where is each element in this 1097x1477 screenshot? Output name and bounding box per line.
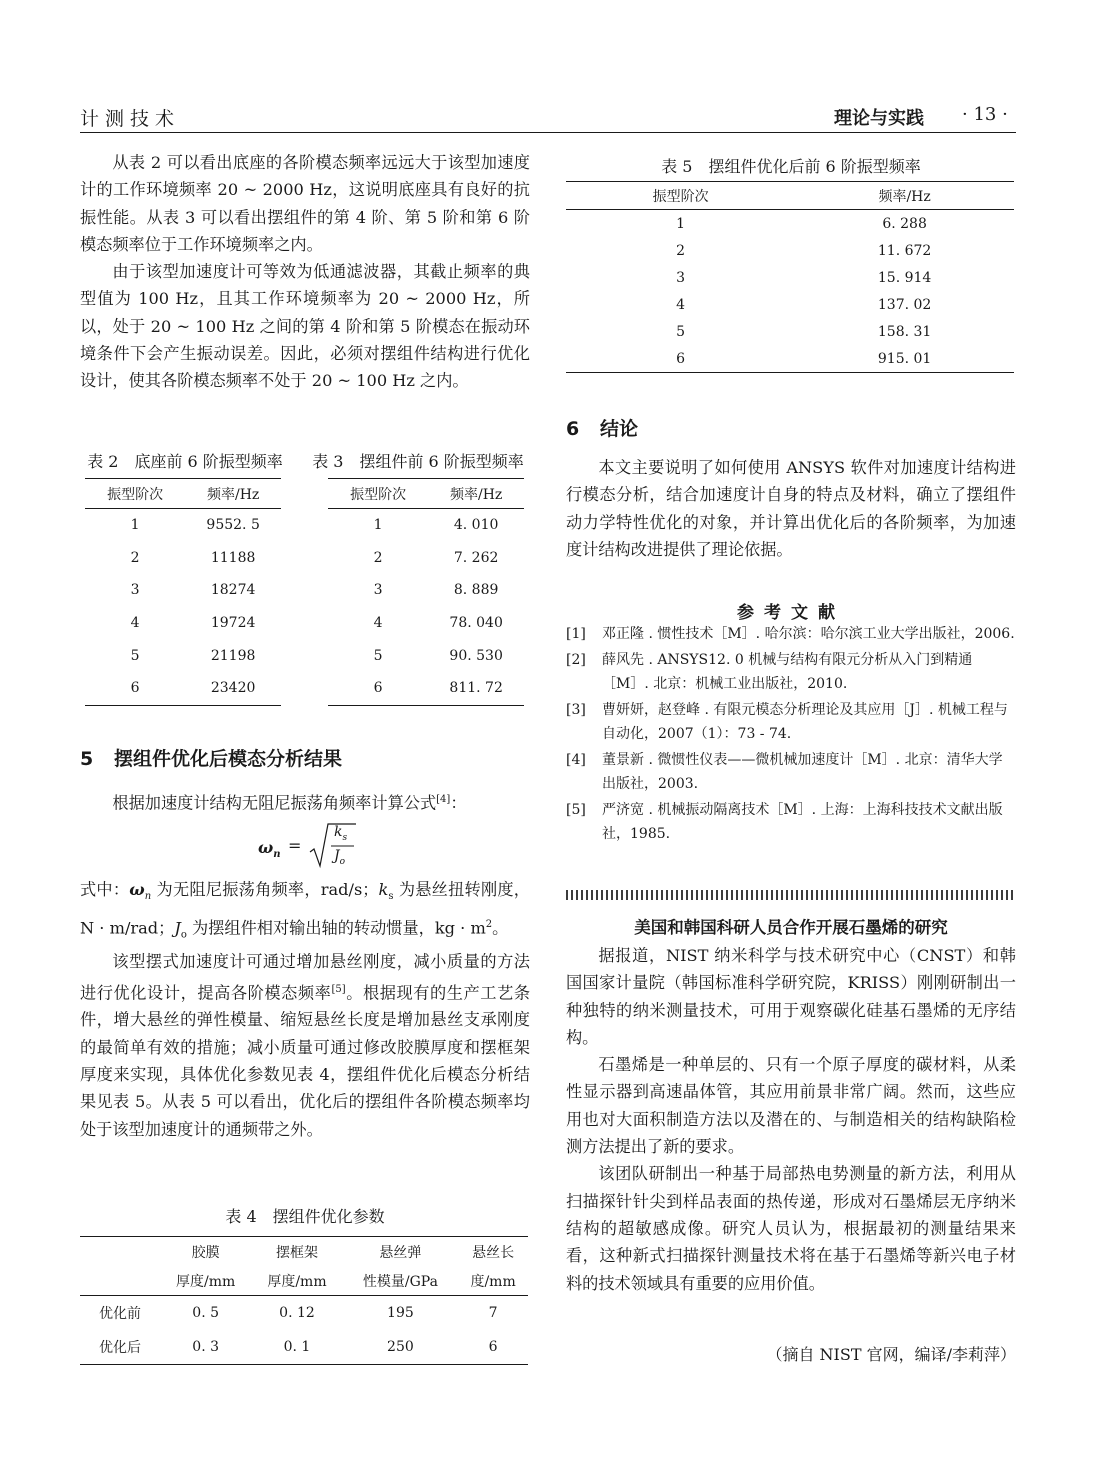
- reference-item: [2] 薛风先 . ANSYS12. 0 机械与结构有限元分析从入门到精通［M］. 北京：机械工业出版社，2010.: [566, 652, 973, 692]
- table3-caption: 表 3 摆组件前 6 阶振型频率: [312, 452, 524, 471]
- news-paragraph-1: 据报道，NIST 纳米科学与技术研究中心（CNST）和韩国国家计量院（韩国标准科学研究院，KRISS）刚刚研制出一种独特的纳米测量技术，可用于观察碳化硅基石墨烯的无序结构。: [566, 946, 1016, 1047]
- table2-row: [85, 542, 281, 575]
- paragraph-5: 该型摆式加速度计可通过增加悬丝刚度，减小质量的方法进行优化设计，提高各阶模态频率[5]。根据现有的生产工艺条件，增大悬丝的弹性模量、缩短悬丝长度是增加悬丝支承刚度的最简单有效的措施；减小质量可通过修改胶膜厚度和摆框架厚度来实现，具体优化参数见表 4，摆组件优化后模态分析结果见表 5。从表 5 可以看出，优化后的摆组件各阶模态频率均处于该型加速度计的通频带之外。: [80, 952, 531, 1139]
- page-number: · 13 ·: [962, 104, 1008, 125]
- table3-row: [328, 672, 524, 705]
- table3-row: [328, 607, 524, 640]
- table5-cell: 5: [676, 323, 686, 340]
- citation-4: [4]: [436, 794, 451, 805]
- table4: [80, 1236, 528, 1365]
- table3-cell: 1: [373, 517, 383, 534]
- table3-row: [328, 509, 524, 542]
- table4-header: 性模量/GPa: [362, 1274, 438, 1290]
- table2-cell: 3: [130, 582, 140, 599]
- table4-header: 胶膜: [191, 1245, 220, 1261]
- table2-cell: 11188: [210, 549, 256, 566]
- table4-header: 度/mm: [470, 1274, 516, 1290]
- table2-cell: 6: [130, 680, 140, 697]
- paragraph-1: 从表 2 可以看出底座的各阶模态频率远远大于该型加速度计的工作环境频率 20 ~ 2000 Hz，这说明底座具有良好的抗振性能。从表 3 可以看出摆组件的第 4 阶、第 5 阶和第 6 阶模态频率位于工作环境频率之内。: [80, 153, 530, 254]
- table4-cell: 7: [488, 1305, 498, 1321]
- table3-cell: 7. 262: [453, 549, 499, 566]
- table3-cell: 6: [373, 680, 383, 697]
- news-title: 美国和韩国科研人员合作开展石墨烯的研究: [634, 918, 948, 937]
- table5-row: [566, 318, 1014, 345]
- table5-caption: 表 5 摆组件优化后前 6 阶振型频率: [661, 157, 921, 176]
- table2-row: [85, 574, 281, 607]
- table2-cell: 1: [130, 517, 140, 534]
- table3-cell: 811. 72: [449, 680, 503, 697]
- omega-formula: [258, 822, 358, 870]
- table2-cell: 19724: [210, 615, 256, 632]
- table4-header: 摆框架: [275, 1245, 318, 1261]
- news-block: [566, 942, 1016, 1297]
- left-paragraphs-bottom: [80, 876, 530, 1143]
- table5: [566, 181, 1014, 373]
- formula-omega: $\omega_n$: [258, 838, 281, 861]
- table2-cell: 18274: [210, 582, 256, 599]
- table4-cell: 0. 1: [283, 1339, 311, 1355]
- section6-title: 结论: [600, 418, 639, 440]
- table5-row: [566, 264, 1014, 291]
- table5-cell: 6: [676, 350, 686, 367]
- table3-cell: 2: [373, 549, 383, 566]
- left-paragraphs-top: [80, 149, 530, 395]
- paragraph-2: 由于该型加速度计可等效为低通滤波器，其截止频率的典型值为 100 Hz，且其工作环境频率为 20 ~ 2000 Hz，所以，处于 20 ~ 100 Hz 之间的第 4 阶和第 5 阶模态在振动环境条件下会产生振动误差。因此，必须对摆组件结构进行优化设计，使其各阶模态频率不处于 20 ~ 100 Hz 之内。: [80, 262, 530, 391]
- table3-header: 频率/Hz: [449, 486, 503, 503]
- table3-header: 振型阶次: [350, 486, 407, 503]
- table3: [328, 478, 524, 706]
- table4-cell: 0. 3: [192, 1339, 220, 1355]
- table4-cell: 6: [488, 1339, 498, 1355]
- table3-row: [328, 574, 524, 607]
- table5-cell: 915. 01: [877, 350, 932, 367]
- table3-cell: 4. 010: [453, 517, 499, 534]
- table3-cell: 78. 040: [449, 615, 503, 632]
- table2: [85, 478, 281, 706]
- table2-cell: 4: [130, 615, 140, 632]
- table4-cell: 195: [387, 1305, 414, 1321]
- table4-header: 悬丝长: [472, 1245, 515, 1261]
- conclusion-block: [566, 454, 1016, 563]
- table4-row: [80, 1330, 528, 1365]
- table4-cell: 0. 12: [279, 1305, 315, 1321]
- section6-number: 6: [566, 418, 580, 440]
- formula-equals: =: [288, 836, 302, 855]
- table2-header: 频率/Hz: [206, 486, 260, 503]
- table3-row: [328, 542, 524, 575]
- table3-cell: 90. 530: [449, 647, 503, 664]
- table2-row: [85, 607, 281, 640]
- ornament-divider: [566, 890, 1016, 900]
- table4-cell: 250: [387, 1339, 414, 1355]
- table5-cell: 3: [676, 269, 686, 286]
- formula-intro: [80, 786, 530, 817]
- section5-title: 摆组件优化后模态分析结果: [114, 748, 343, 770]
- colon: ：: [450, 793, 467, 813]
- section5-number: 5: [80, 748, 94, 770]
- table5-cell: 2: [676, 242, 686, 259]
- header-rule: [80, 132, 1016, 133]
- table4-caption: 表 4 摆组件优化参数: [225, 1207, 385, 1226]
- table2-cell: 23420: [210, 680, 256, 697]
- table2-caption: 表 2 底座前 6 阶振型频率: [87, 452, 283, 471]
- table4-header: 厚度/mm: [267, 1274, 327, 1290]
- table2-cell: 21198: [210, 647, 256, 664]
- table3-cell: 8. 889: [453, 582, 499, 599]
- table5-row: [566, 237, 1014, 264]
- paragraph-3: 根据加速度计结构无阻尼振荡角频率计算公式: [112, 793, 437, 813]
- section-name: 理论与实践: [834, 108, 924, 129]
- references-heading: 参考文献: [737, 603, 845, 623]
- news-source: （摘自 NIST 官网，编译/李莉萍）: [766, 1345, 1016, 1364]
- formula-denominator: $J_o$: [334, 848, 346, 867]
- paragraph-4: 式中：$\omega_n$ 为无阻尼振荡角频率，rad/s；$k_s$ 为悬丝扭转刚度，N · m/rad；$J_o$ 为摆组件相对输出轴的转动惯量，kg · $m^2$。: [80, 880, 530, 941]
- table5-header: 振型阶次: [652, 188, 709, 205]
- table5-cell: 11. 672: [877, 242, 932, 259]
- table2-row: [85, 639, 281, 672]
- table5-cell: 15. 914: [877, 269, 932, 286]
- table4-header: 厚度/mm: [176, 1274, 236, 1290]
- table3-row: [328, 639, 524, 672]
- table4-header: 悬丝弹: [379, 1245, 422, 1261]
- reference-item: [3] 曹妍妍，赵登峰 . 有限元模态分析理论及其应用［J］. 机械工程与自动化，2007（1）：73 - 74.: [566, 702, 1008, 742]
- table5-header: 频率/Hz: [878, 188, 931, 205]
- references-list: [566, 622, 1016, 846]
- table4-cell: 优化后: [99, 1340, 141, 1356]
- table2-header: 振型阶次: [107, 486, 164, 503]
- formula-numerator: $k_s$: [334, 824, 348, 843]
- table3-cell: 5: [373, 647, 383, 664]
- table5-row: [566, 345, 1014, 373]
- table5-row: [566, 210, 1014, 238]
- table2-cell: 9552. 5: [206, 517, 260, 534]
- table3-cell: 4: [373, 615, 383, 632]
- reference-item: [1] 邓正隆 . 惯性技术［M］. 哈尔滨：哈尔滨工业大学出版社，2006.: [566, 626, 1015, 642]
- table2-cell: 5: [130, 647, 140, 664]
- table5-row: [566, 291, 1014, 318]
- table4-row: [80, 1296, 528, 1331]
- table2-row: [85, 509, 281, 542]
- table4-cell: 0. 5: [192, 1305, 220, 1321]
- table3-cell: 3: [373, 582, 383, 599]
- reference-item: [5] 严济宽 . 机械振动隔离技术［M］. 上海：上海科技技术文献出版社，1985.: [566, 802, 1003, 842]
- table4-cell: 优化前: [99, 1306, 141, 1322]
- table5-cell: 6. 288: [882, 215, 927, 232]
- table5-cell: 1: [676, 215, 686, 232]
- table2-row: [85, 672, 281, 705]
- conclusion-paragraph: 本文主要说明了如何使用 ANSYS 软件对加速度计结构进行模态分析，结合加速度计自身的特点及材料，确立了摆组件动力学特性优化的对象，并计算出优化后的各阶频率，为加速度计结构改进提供了理论依据。: [566, 458, 1016, 559]
- section6-heading: [566, 414, 638, 441]
- table5-cell: 137. 02: [877, 296, 932, 313]
- table5-cell: 4: [676, 296, 686, 313]
- table5-cell: 158. 31: [877, 323, 932, 340]
- news-paragraph-3: 该团队研制出一种基于局部热电势测量的新方法，利用从扫描探针针尖到样品表面的热传递，形成对石墨烯层无序纳米结构的超敏感成像。研究人员认为，根据最初的测量结果来看，这种新式扫描探针测量技术将在基于石墨烯等新兴电子材料的技术领域具有重要的应用价值。: [566, 1164, 1016, 1293]
- news-paragraph-2: 石墨烯是一种单层的、只有一个原子厚度的碳材料，从柔性显示器到高速晶体管，其应用前景非常广阔。然而，这些应用也对大面积制造方法以及潜在的、与制造相关的结构缺陷检测方法提出了新的要求。: [566, 1055, 1016, 1157]
- table2-cell: 2: [130, 549, 140, 566]
- section5-heading: [80, 744, 342, 771]
- reference-item: [4] 董景新 . 微惯性仪表——微机械加速度计［M］. 北京：清华大学出版社，2003.: [566, 752, 1003, 792]
- sqrt-sign: [308, 822, 358, 870]
- journal-name: 计测技术: [80, 108, 181, 130]
